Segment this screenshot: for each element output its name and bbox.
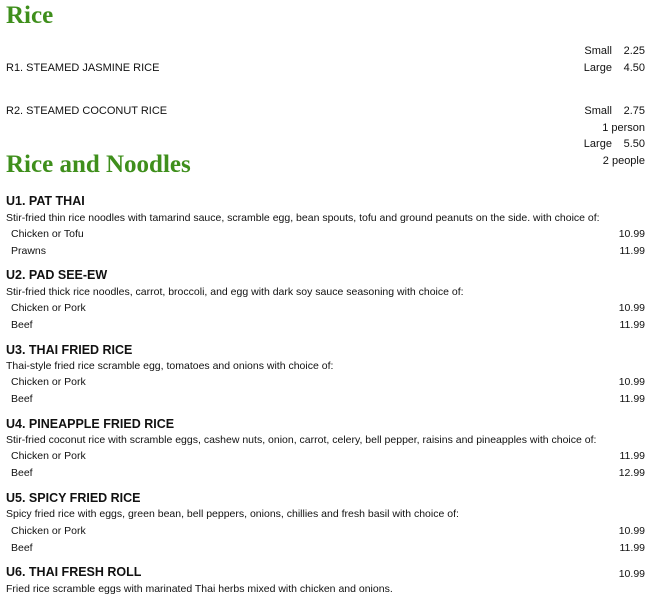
option-name: Prawns <box>11 245 47 257</box>
size-label: Large <box>583 138 612 150</box>
section-title-rice: Rice <box>6 2 54 29</box>
option-price: 10.99 <box>618 302 645 314</box>
size-price: 5.50 <box>623 138 645 150</box>
size-price-line <box>584 105 645 117</box>
option-name: Beef <box>11 467 33 479</box>
option-name: Beef <box>11 393 33 405</box>
rice-item-name: R2. STEAMED COCONUT RICE <box>6 105 168 117</box>
menu-item-title: U6. THAI FRESH ROLL <box>6 565 142 579</box>
menu-item-title: U4. PINEAPPLE FRIED RICE <box>6 417 175 431</box>
size-note-line <box>602 122 645 134</box>
menu-item-description: Stir-fried thin rice noodles with tamarind sauce, scramble egg, bean spouts, tofu and ground peanuts on the side. with choice of: <box>6 212 600 224</box>
option-price: 10.99 <box>618 525 645 537</box>
section-title-rice-and-noodles: Rice and Noodles <box>6 151 191 178</box>
option-price: 10.99 <box>618 228 645 240</box>
menu-item-price: 10.99 <box>618 568 645 580</box>
menu-item-description: Stir-fried thick rice noodles, carrot, broccoli, and egg with dark soy sauce seasoning with choice of: <box>6 286 464 298</box>
option-price: 12.99 <box>618 467 645 479</box>
menu-item-description: Thai-style fried rice scramble egg, tomatoes and onions with choice of: <box>6 360 334 372</box>
option-name: Beef <box>11 319 33 331</box>
option-name: Chicken or Pork <box>11 376 86 388</box>
size-price-line <box>584 138 645 150</box>
option-price: 11.99 <box>619 319 645 331</box>
size-price-line <box>584 62 645 74</box>
option-name: Chicken or Tofu <box>11 228 84 240</box>
size-price: 4.50 <box>623 62 645 74</box>
menu-item-title: U3. THAI FRIED RICE <box>6 343 133 357</box>
size-label: Small <box>584 105 612 117</box>
option-name: Chicken or Pork <box>11 450 86 462</box>
option-price: 11.99 <box>619 245 645 257</box>
size-label: Large <box>583 62 612 74</box>
menu-item-description: Fried rice scramble eggs with marinated Thai herbs mixed with chicken and onions. <box>6 583 393 595</box>
option-price: 11.99 <box>619 450 645 462</box>
rice-item-name: R1. STEAMED JASMINE RICE <box>6 62 160 74</box>
size-price: 2.75 <box>623 105 645 117</box>
size-label: Small <box>584 45 612 57</box>
option-name: Chicken or Pork <box>11 302 86 314</box>
option-name: Beef <box>11 542 33 554</box>
option-price: 11.99 <box>619 542 645 554</box>
menu-item-title: U1. PAT THAI <box>6 194 85 208</box>
size-note-line <box>603 155 645 167</box>
size-note: 1 person <box>602 122 645 134</box>
option-price: 11.99 <box>619 393 645 405</box>
menu-item-description: Stir-fried coconut rice with scramble eggs, cashew nuts, onion, carrot, celery, bell pepper, raisins and pineapples with choice of: <box>6 434 597 446</box>
menu-item-title: U2. PAD SEE-EW <box>6 268 108 282</box>
size-note: 2 people <box>602 155 645 167</box>
menu-item-description: Spicy fried rice with eggs, green bean, bell peppers, onions, chillies and fresh basil with choice of: <box>6 508 459 520</box>
option-name: Chicken or Pork <box>11 525 86 537</box>
option-price: 10.99 <box>618 376 645 388</box>
size-price: 2.25 <box>623 45 645 57</box>
size-price-line <box>584 45 645 57</box>
menu-item-title: U5. SPICY FRIED RICE <box>6 491 141 505</box>
